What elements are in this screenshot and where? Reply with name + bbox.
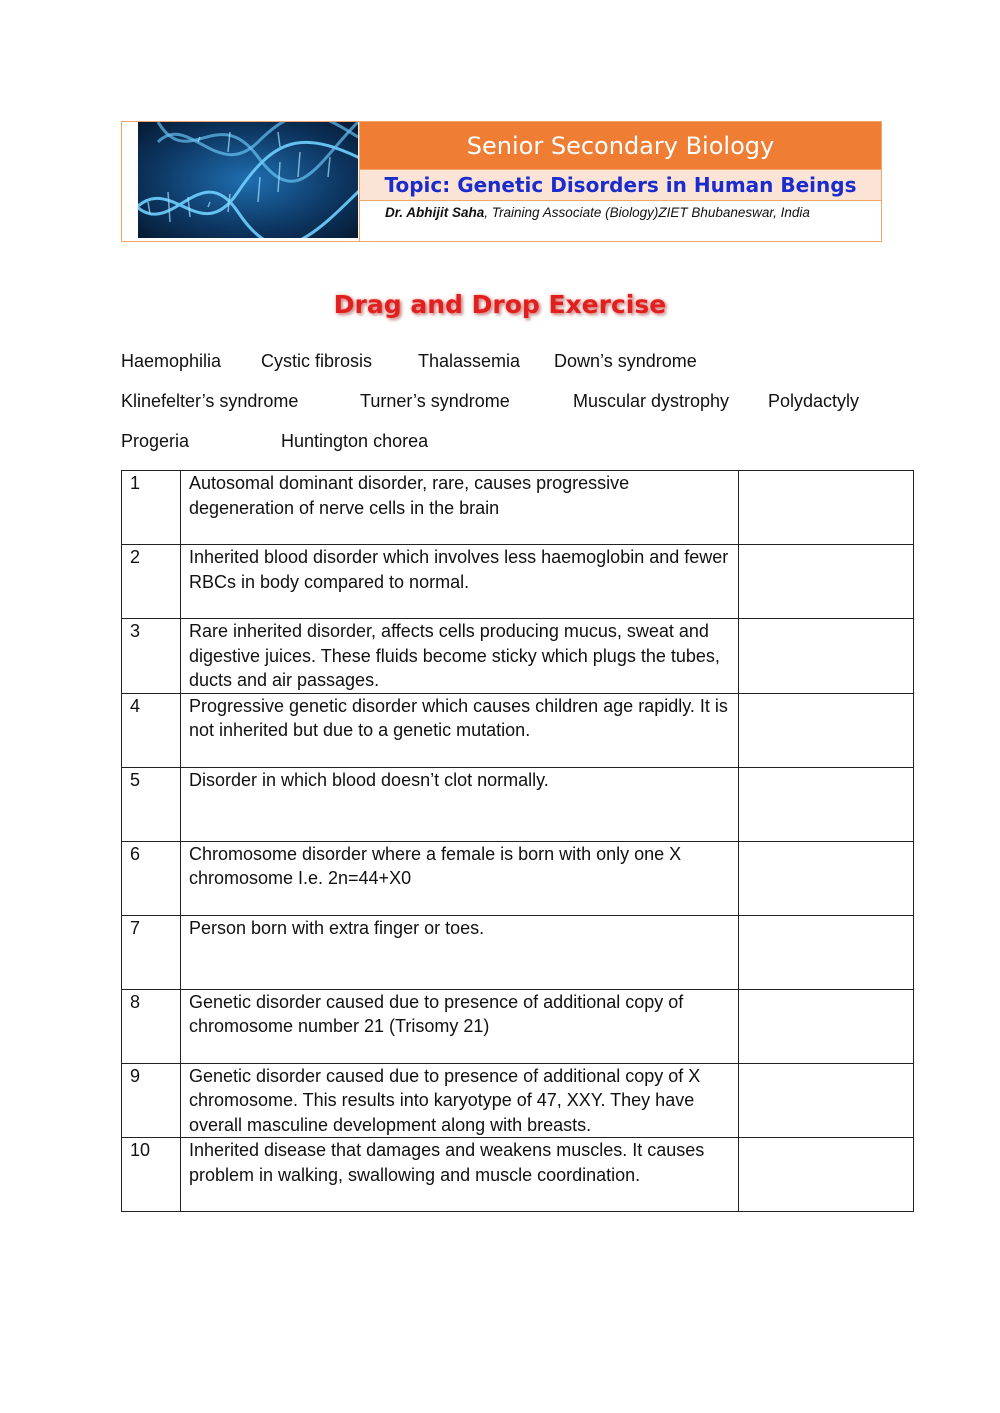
question-text: Chromosome disorder where a female is born with only one X chromosome I.e. 2n=44+X0 bbox=[180, 841, 738, 915]
question-number: 2 bbox=[122, 545, 181, 619]
header-text-block bbox=[359, 122, 881, 241]
question-text: Autosomal dominant disorder, rare, causes progressive degeneration of nerve cells in the brain bbox=[180, 471, 738, 545]
author-name: Dr. Abhijit Saha bbox=[385, 205, 485, 220]
word-option[interactable]: Down’s syndrome bbox=[554, 351, 697, 371]
table-row bbox=[122, 619, 914, 694]
question-text: Inherited blood disorder which involves less haemoglobin and fewer RBCs in body compared to normal. bbox=[180, 545, 738, 619]
answer-drop-zone[interactable] bbox=[739, 693, 914, 767]
dna-helix-image bbox=[138, 122, 358, 238]
table-row bbox=[122, 1063, 914, 1138]
worksheet-header bbox=[121, 121, 882, 242]
question-number: 3 bbox=[122, 619, 181, 694]
answer-drop-zone[interactable] bbox=[739, 841, 914, 915]
question-text: Genetic disorder caused due to presence of additional copy of X chromosome. This results into karyotype of 47, XXY. They have overall masculine development along with breasts. bbox=[180, 1063, 738, 1138]
word-option[interactable]: Haemophilia bbox=[121, 351, 222, 371]
word-option[interactable]: Klinefelter’s syndrome bbox=[121, 391, 299, 411]
answer-drop-zone[interactable] bbox=[739, 767, 914, 841]
question-number: 4 bbox=[122, 693, 181, 767]
table-row bbox=[122, 471, 914, 545]
table-row bbox=[122, 841, 914, 915]
answer-drop-zone[interactable] bbox=[739, 545, 914, 619]
table-row bbox=[122, 693, 914, 767]
question-number: 9 bbox=[122, 1063, 181, 1138]
question-number: 10 bbox=[122, 1138, 181, 1212]
answer-drop-zone[interactable] bbox=[739, 1063, 914, 1138]
answer-drop-zone[interactable] bbox=[739, 989, 914, 1063]
table-row bbox=[122, 767, 914, 841]
question-number: 5 bbox=[122, 767, 181, 841]
word-option[interactable]: Polydactyly bbox=[768, 391, 860, 411]
topic-title: Topic: Genetic Disorders in Human Beings bbox=[360, 169, 881, 201]
table-row bbox=[122, 545, 914, 619]
table-row bbox=[122, 915, 914, 989]
question-text: Rare inherited disorder, affects cells producing mucus, sweat and digestive juices. These fluids become sticky which plugs the tubes, ducts and air passages. bbox=[180, 619, 738, 694]
word-option[interactable]: Muscular dystrophy bbox=[573, 391, 730, 411]
question-number: 1 bbox=[122, 471, 181, 545]
word-option[interactable]: Progeria bbox=[121, 431, 190, 451]
author-line bbox=[360, 201, 881, 220]
exercise-title: Drag and Drop Exercise bbox=[333, 290, 667, 319]
question-text: Inherited disease that damages and weakens muscles. It causes problem in walking, swallowing and muscle coordination. bbox=[180, 1138, 738, 1212]
table-row bbox=[122, 989, 914, 1063]
word-option[interactable]: Turner’s syndrome bbox=[360, 391, 510, 411]
question-text: Progressive genetic disorder which causes children age rapidly. It is not inherited but due to a genetic mutation. bbox=[180, 693, 738, 767]
question-number: 7 bbox=[122, 915, 181, 989]
question-number: 6 bbox=[122, 841, 181, 915]
course-title: Senior Secondary Biology bbox=[360, 122, 881, 169]
table-row bbox=[122, 1138, 914, 1212]
question-text: Person born with extra finger or toes. bbox=[180, 915, 738, 989]
answer-drop-zone[interactable] bbox=[739, 619, 914, 694]
word-option[interactable]: Thalassemia bbox=[418, 351, 521, 371]
author-affiliation: , Training Associate (Biology)ZIET Bhubaneswar, India bbox=[484, 205, 810, 220]
question-text: Genetic disorder caused due to presence of additional copy of chromosome number 21 (Trisomy 21) bbox=[180, 989, 738, 1063]
answer-drop-zone[interactable] bbox=[739, 1138, 914, 1212]
questions-table bbox=[121, 470, 914, 1212]
question-text: Disorder in which blood doesn’t clot normally. bbox=[180, 767, 738, 841]
word-option[interactable]: Huntington chorea bbox=[281, 431, 429, 451]
question-number: 8 bbox=[122, 989, 181, 1063]
answer-drop-zone[interactable] bbox=[739, 471, 914, 545]
answer-drop-zone[interactable] bbox=[739, 915, 914, 989]
word-option[interactable]: Cystic fibrosis bbox=[261, 351, 373, 371]
